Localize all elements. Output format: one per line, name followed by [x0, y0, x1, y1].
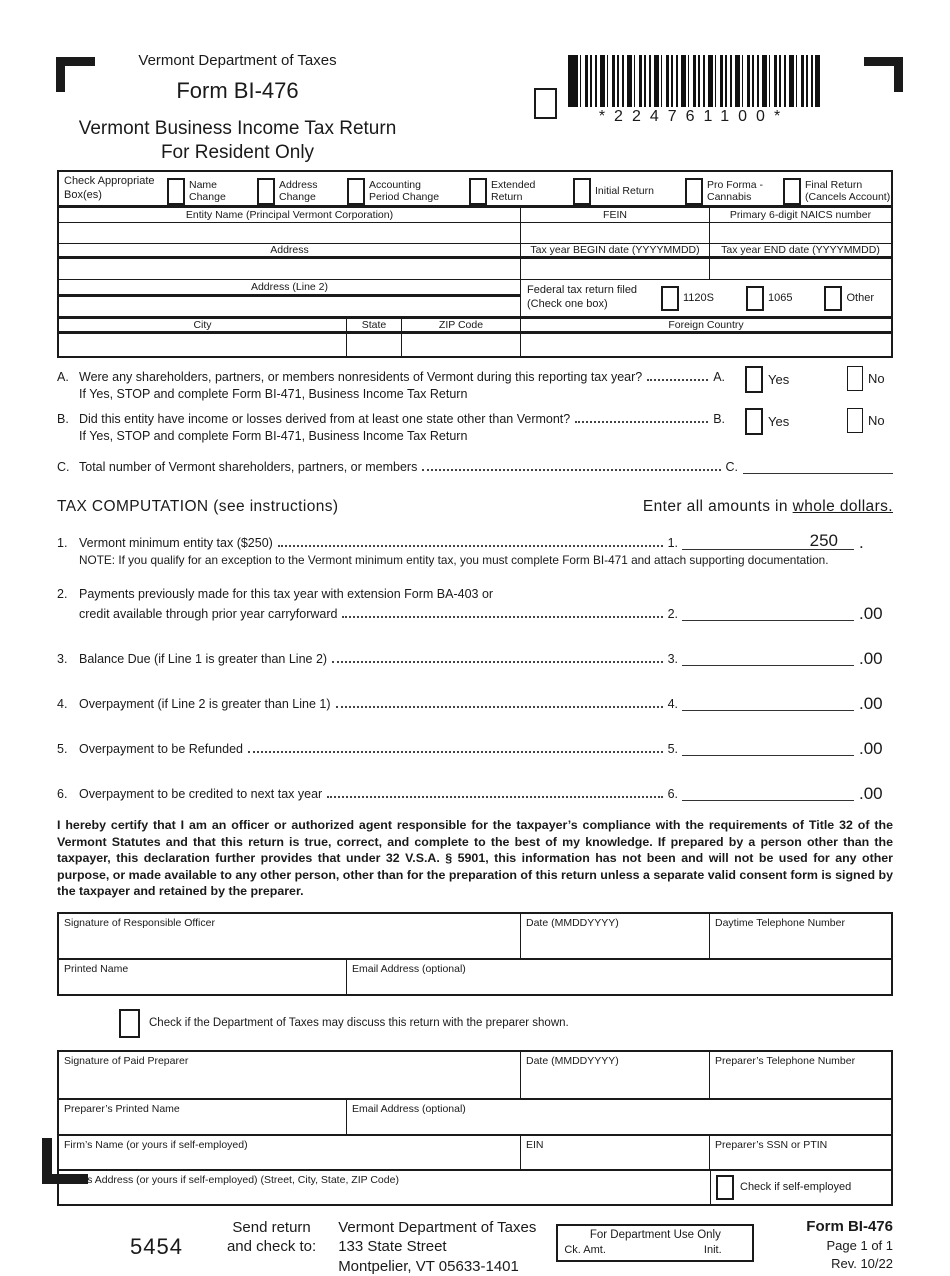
footer-page: Page 1 of 1: [826, 1238, 893, 1254]
final-return-label: Final Return (Cancels Account): [805, 178, 891, 203]
self-employed-cell: [710, 1171, 891, 1204]
tax-line-6-amount-field[interactable]: [682, 781, 854, 801]
preparer-phone-field[interactable]: Preparer’s Telephone Number: [709, 1052, 891, 1098]
question-b-no: No: [847, 408, 885, 433]
form-title: Vermont Business Income Tax Return: [78, 118, 397, 139]
dotted-leader: [342, 616, 662, 618]
send-to-label: Send return and check to:: [226, 1218, 317, 1256]
tax-lines: [57, 530, 893, 801]
corner-mark-top-right-icon: [864, 57, 903, 92]
dotted-leader: [422, 469, 720, 471]
officer-signature-table: [57, 912, 893, 996]
tax-line-3-amount-field[interactable]: [682, 646, 854, 666]
check-appropriate-label: Check Appropriate Box(es): [64, 175, 155, 201]
discuss-with-preparer-label: Check if the Department of Taxes may discuss this return with the preparer shown.: [149, 1017, 569, 1030]
preparer-date-field[interactable]: Date (MMDDYYYY): [520, 1052, 709, 1098]
address2-federal-row: [59, 280, 891, 319]
address-input[interactable]: [59, 259, 520, 279]
officer-email-field[interactable]: Email Address (optional): [346, 960, 891, 994]
accounting-period-change-checkbox[interactable]: [347, 178, 365, 205]
address-change-label: Address Change: [279, 178, 318, 203]
accounting-period-change-option: [347, 178, 439, 205]
initial-return-option: [573, 178, 654, 205]
department-use-box: [556, 1224, 754, 1262]
tax-line-2-text2: credit available through prior year carryforward: [79, 607, 338, 621]
preparer-ssn-ptin-field[interactable]: Preparer’s SSN or PTIN: [709, 1136, 891, 1169]
city-input-row: [59, 334, 891, 356]
firm-name-field[interactable]: Firm’s Name (or yours if self-employed): [64, 1138, 248, 1151]
tax-line-1-amount-field[interactable]: [682, 530, 854, 550]
initial-return-checkbox[interactable]: [573, 178, 591, 205]
address-change-option: [257, 178, 318, 205]
name-change-checkbox[interactable]: [167, 178, 185, 205]
address-header-row: [59, 244, 891, 259]
whole-dollars-note: Enter all amounts in whole dollars.: [642, 498, 893, 515]
tax-line-4: 4. Overpayment (if Line 2 is greater than Line 1) 4. .00: [57, 691, 893, 711]
scanner-alignment-box: [534, 88, 557, 119]
check-appropriate-row: [59, 172, 891, 208]
federal-other-option: Other: [824, 286, 874, 311]
department-use-title: For Department Use Only: [589, 1228, 721, 1241]
footer-form-number: Form BI-476: [806, 1217, 893, 1235]
tax-computation-header: [57, 498, 893, 516]
mailing-address: Vermont Department of Taxes 133 State Street Montpelier, VT 05633-1401: [338, 1218, 537, 1275]
final-return-option: [783, 178, 890, 205]
firm-address-row: [59, 1171, 891, 1204]
zip-input[interactable]: [401, 334, 520, 356]
tax-line-3-text: Balance Due (if Line 1 is greater than Line 2): [79, 652, 328, 666]
question-a: A. Were any shareholders, partners, or members nonresidents of Vermont during this reporting tax year? A. Yes No If Yes, STOP and complete Form BI-471, Business Income Tax Return: [57, 370, 893, 401]
tax-line-1: 1. Vermont minimum entity tax ($250) 1. 250 .: [57, 531, 864, 552]
form-header: [70, 52, 405, 164]
question-c: C. Total number of Vermont shareholders, partners, or members C.: [57, 458, 893, 474]
form-footer: [57, 1217, 893, 1276]
federal-return-filed-cell: [520, 280, 891, 316]
name-change-label: Name Change: [189, 178, 226, 203]
dotted-leader: [327, 796, 662, 798]
preparer-name-row: [59, 1100, 891, 1136]
form-print-code: 5454: [130, 1233, 183, 1259]
tax-line-5-text: Overpayment to be Refunded: [79, 742, 243, 756]
preparer-printed-name-field[interactable]: Preparer’s Printed Name: [64, 1102, 180, 1115]
extended-return-label: Extended Return: [491, 178, 536, 203]
fein-label: FEIN: [520, 208, 709, 222]
preparer-table: [57, 1050, 893, 1206]
question-a-note: If Yes, STOP and complete Form BI-471, Business Income Tax Return: [79, 387, 468, 401]
question-b: B. Did this entity have income or losses derived from at least one state other than Vermont? B. Yes No If Yes, STOP and complete Form BI-471, Business Income Tax Return: [57, 412, 893, 443]
entity-name-input[interactable]: [59, 223, 520, 243]
self-employed-checkbox[interactable]: [716, 1175, 734, 1200]
address-label: Address: [270, 244, 309, 256]
dotted-leader: [248, 751, 663, 753]
address-input-row: [59, 259, 891, 280]
officer-signature-field[interactable]: Signature of Responsible Officer: [64, 916, 215, 929]
question-a-text: Were any shareholders, partners, or members nonresidents of Vermont during this reporting tax year?: [79, 370, 643, 384]
city-input[interactable]: [59, 334, 346, 356]
name-change-option: [167, 178, 226, 205]
federal-1065-option: 1065: [746, 286, 792, 311]
tax-line-2: 2. Payments previously made for this tax year with extension Form BA-403 or credit available through prior year carryforward 2. .00: [57, 587, 883, 623]
tax-note: NOTE: If you qualify for an exception to the Vermont minimum entity tax, you must complete Form BI-471 and attach supporting documentation.: [79, 553, 829, 567]
barcode: [568, 55, 820, 107]
tax-year-end-input[interactable]: [709, 259, 891, 279]
tax-year-begin-input[interactable]: [520, 259, 709, 279]
officer-signature-row: [59, 914, 891, 960]
self-employed-label: Check if self-employed: [740, 1181, 852, 1194]
extended-return-checkbox[interactable]: [469, 178, 487, 205]
state-input[interactable]: [346, 334, 401, 356]
extended-return-option: [469, 178, 535, 205]
address-change-checkbox[interactable]: [257, 178, 275, 205]
tax-line-6: 6. Overpayment to be credited to next tax year 6. .00: [57, 781, 893, 801]
federal-1120s-option: 1120S: [661, 286, 714, 311]
state-label: State: [346, 319, 401, 331]
footer-form-id: [806, 1217, 893, 1272]
tax-line-1-text: Vermont minimum entity tax ($250): [79, 536, 273, 550]
initial-return-label: Initial Return: [595, 184, 654, 197]
city-label: City: [193, 319, 212, 331]
fein-input[interactable]: [520, 223, 709, 243]
final-return-checkbox[interactable]: [783, 178, 801, 205]
tax-line-5: 5. Overpayment to be Refunded 5. .00: [57, 736, 893, 756]
tax-line-2-text1: Payments previously made for this tax year with extension Form BA-403 or: [79, 587, 494, 601]
tax-computation-heading: TAX COMPUTATION (see instructions): [57, 498, 339, 515]
dotted-leader: [647, 379, 708, 381]
foreign-country-label: Foreign Country: [520, 319, 891, 331]
firm-ein-field[interactable]: EIN: [520, 1136, 709, 1169]
tax-year-begin-label: Tax year BEGIN date (YYYYMMDD): [520, 244, 709, 256]
footer-revision: Rev. 10/22: [831, 1255, 893, 1271]
entity-name-input-row: [59, 223, 891, 244]
discuss-with-preparer-row: [119, 1009, 893, 1038]
init-label: Init.: [703, 1243, 722, 1256]
officer-date-field[interactable]: Date (MMDDYYYY): [520, 914, 709, 958]
accounting-period-change-label: Accounting Period Change: [369, 178, 440, 203]
barcode-text: *224761100*: [598, 108, 790, 125]
foreign-country-input[interactable]: [520, 334, 891, 356]
dotted-leader: [575, 421, 708, 423]
tax-line-1-value: 250: [809, 531, 838, 550]
federal-return-filed-label: Federal tax return filed (Check one box): [527, 284, 638, 310]
question-b-note: If Yes, STOP and complete Form BI-471, Business Income Tax Return: [79, 429, 468, 443]
dotted-leader: [336, 706, 663, 708]
question-b-yes: Yes: [745, 408, 789, 435]
questions-section: [57, 370, 893, 474]
question-a-yes-checkbox[interactable]: [745, 366, 763, 393]
address2-input[interactable]: [59, 297, 520, 316]
naics-label: Primary 6-digit NAICS number: [709, 208, 891, 222]
certification-text: I hereby certify that I am an officer or authorized agent responsible for the taxpayer’s compliance with the requirements of Title 32 of the Vermont Statutes and that this return is true, correct, and complete to the best of my knowledge. If prepared by a person other than the taxpayer, this declaration further provides that under 32 V.S.A. § 5901, this information has not been and will not be used for any other purpose, or made available to any other person, other than for the preparation of this return unless a separate valid consent form is signed by the taxpayer and retained by the preparer.: [57, 818, 893, 898]
question-b-no-checkbox[interactable]: [847, 408, 863, 433]
preparer-signature-row: [59, 1052, 891, 1100]
tax-line-2-amount-field[interactable]: [682, 601, 854, 621]
question-a-yes: Yes: [745, 366, 789, 393]
pro-forma-cannabis-checkbox[interactable]: [685, 178, 703, 205]
zip-label: ZIP Code: [401, 319, 520, 331]
question-a-no: No: [847, 366, 885, 391]
tax-line-4-text: Overpayment (if Line 2 is greater than Line 1): [79, 697, 331, 711]
dotted-leader: [332, 661, 662, 663]
discuss-with-preparer-checkbox[interactable]: [119, 1009, 140, 1038]
tax-line-6-text: Overpayment to be credited to next tax year: [79, 787, 323, 801]
tax-year-end-label: Tax year END date (YYYYMMDD): [709, 244, 891, 256]
ck-amt-label: Ck. Amt.: [564, 1243, 606, 1256]
question-b-text: Did this entity have income or losses derived from at least one state other than Vermont?: [79, 412, 571, 426]
question-c-input-line[interactable]: [743, 458, 893, 474]
naics-input[interactable]: [709, 223, 891, 243]
pro-forma-cannabis-option: [685, 178, 763, 205]
officer-name-row: [59, 960, 891, 994]
question-a-no-checkbox[interactable]: [847, 366, 863, 391]
preparer-signature-field[interactable]: Signature of Paid Preparer: [64, 1054, 189, 1067]
officer-phone-field[interactable]: Daytime Telephone Number: [709, 914, 891, 958]
address2-label: Address (Line 2): [59, 280, 520, 297]
federal-1065-checkbox[interactable]: [746, 286, 764, 311]
agency-name: Vermont Department of Taxes: [138, 52, 337, 69]
entity-name-header-row: [59, 208, 891, 223]
preparer-email-field[interactable]: Email Address (optional): [346, 1100, 891, 1134]
dotted-leader: [278, 545, 663, 547]
pro-forma-cannabis-label: Pro Forma - Cannabis: [707, 178, 764, 203]
firm-address-field[interactable]: Firm’s Address (or yours if self-employed) (Street, City, State, ZIP Code): [64, 1173, 399, 1186]
officer-printed-name-field[interactable]: Printed Name: [64, 962, 129, 975]
tax-line-4-amount-field[interactable]: [682, 691, 854, 711]
firm-name-row: [59, 1136, 891, 1171]
form-body: [57, 170, 893, 1276]
federal-other-checkbox[interactable]: [824, 286, 842, 311]
form-subtitle: For Resident Only: [160, 142, 315, 163]
question-b-yes-checkbox[interactable]: [745, 408, 763, 435]
tax-line-5-amount-field[interactable]: [682, 736, 854, 756]
entity-info-table: [57, 170, 893, 358]
city-header-row: [59, 319, 891, 334]
tax-line-3: 3. Balance Due (if Line 1 is greater than Line 2) 3. .00: [57, 646, 893, 666]
federal-1120s-checkbox[interactable]: [661, 286, 679, 311]
form-number: Form BI-476: [176, 78, 299, 103]
address2-block: [59, 280, 520, 316]
entity-name-label: Entity Name (Principal Vermont Corporation): [185, 209, 394, 221]
question-c-text: Total number of Vermont shareholders, partners, or members: [79, 460, 418, 474]
